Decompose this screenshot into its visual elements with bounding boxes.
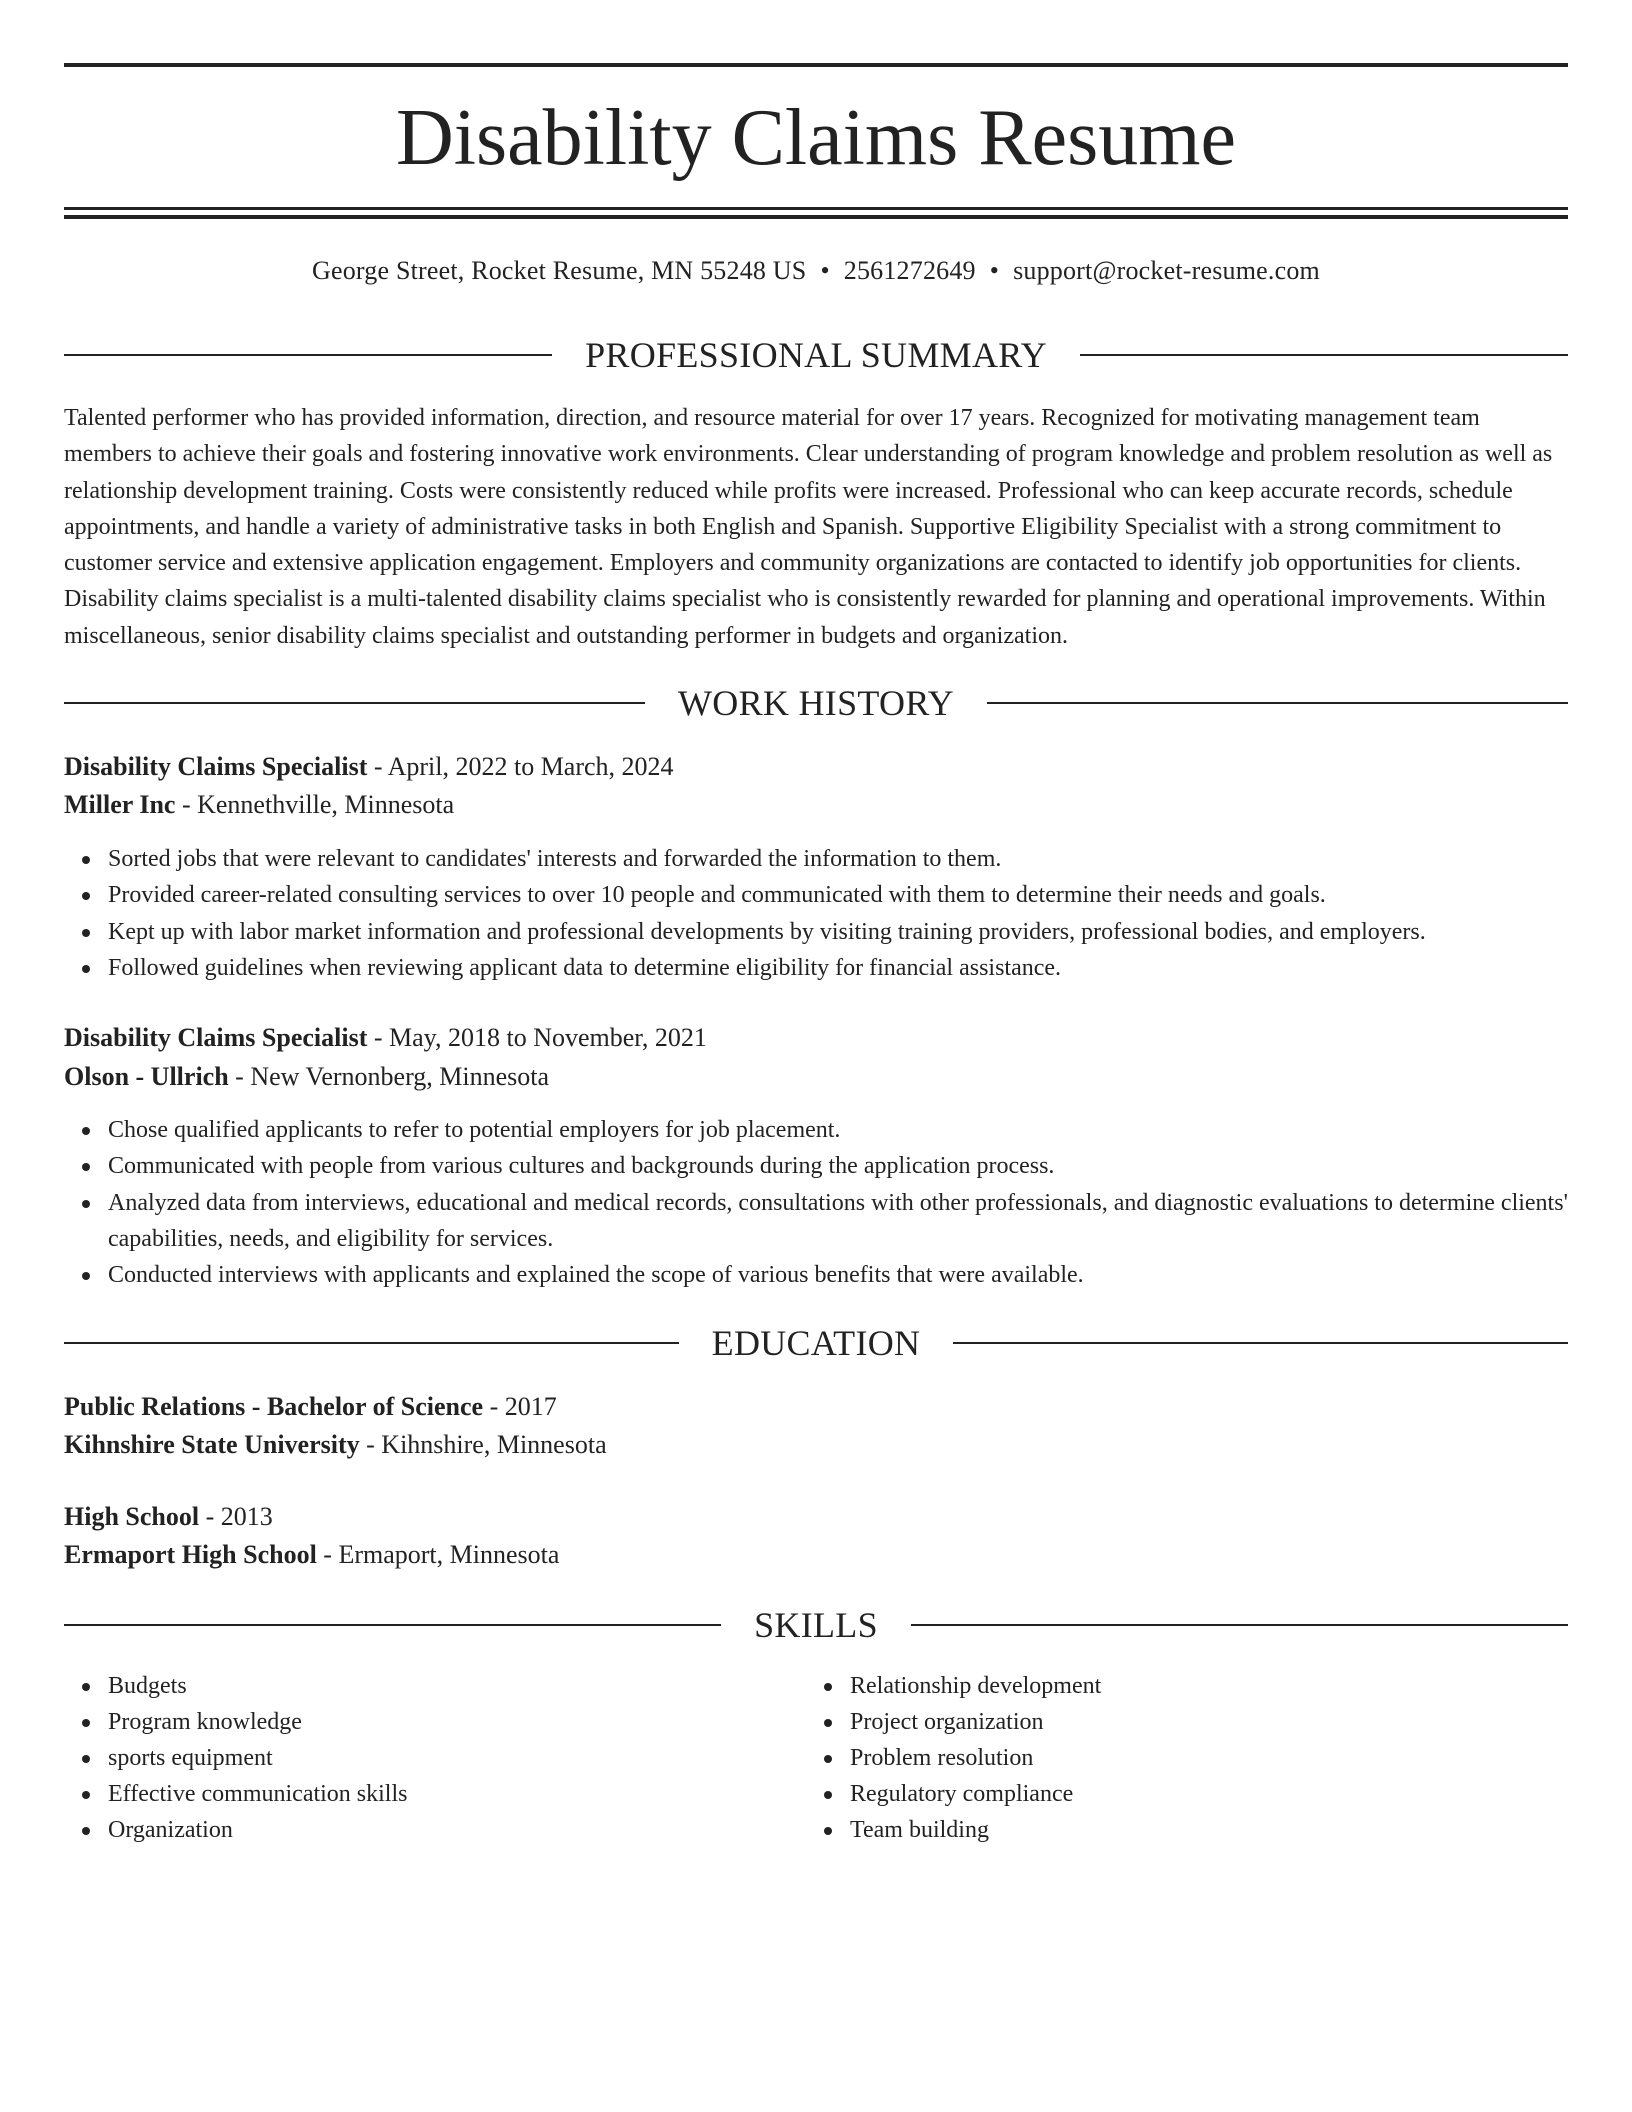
heading-rule — [1080, 354, 1568, 356]
skill-item: Effective communication skills — [108, 1776, 764, 1812]
job-title-line — [64, 1021, 1568, 1055]
section-heading-work — [64, 681, 1568, 725]
title-rule-upper — [64, 207, 1568, 210]
job-duties-list — [64, 841, 1568, 986]
skill-item: Team building — [850, 1812, 1506, 1848]
skill-item: Budgets — [108, 1668, 764, 1704]
job-location: - Kennethville, Minnesota — [175, 790, 455, 819]
heading-rule — [64, 354, 552, 356]
job-dates: - April, 2022 to March, 2024 — [367, 752, 674, 781]
list-item: Chose qualified applicants to refer to potential employers for job placement. — [108, 1112, 1568, 1148]
education-degree: Public Relations - Bachelor of Science — [64, 1392, 484, 1421]
education-degree: High School — [64, 1502, 200, 1531]
job-company: Miller Inc — [64, 790, 176, 819]
education-degree-line — [64, 1390, 1568, 1424]
section-title: EDUCATION — [711, 1323, 921, 1363]
job-location: - New Vernonberg, Minnesota — [228, 1062, 550, 1091]
contact-separator: • — [820, 256, 830, 285]
skills-list-left — [64, 1668, 764, 1848]
summary-text: Talented performer who has provided information, direction, and resource material for over 17 years. Recognized for motivating management team members to achieve their goals and fostering innovative work environments. Clear understanding of program knowledge and problem resolution as well as relationship development training. Costs were consistently reduced while profits were increased. Professional who can keep accurate records, schedule appointments, and handle a variety of administrative tasks in both English and Spanish. Supportive Eligibility Specialist with a strong commitment to customer service and extensive application engagement. Employers and community organizations are contacted to identify job opportunities for clients. Disability claims specialist is a multi-talented disability claims specialist who is consistently rewarded for planning and operational improvements. Within miscellaneous, senior disability claims specialist and outstanding performer in budgets and organization. — [64, 405, 1553, 649]
list-item: Conducted interviews with applicants and explained the scope of various benefits that were available. — [108, 1257, 1568, 1293]
skill-item: Organization — [108, 1812, 764, 1848]
top-rule — [64, 63, 1568, 67]
contact-separator: • — [989, 256, 1000, 285]
education-school: Kihnshire State University — [64, 1430, 360, 1459]
contact-phone: 2561272649 — [843, 256, 976, 285]
education-school-line — [64, 1538, 1568, 1572]
heading-rule — [64, 1624, 721, 1626]
list-item: Sorted jobs that were relevant to candidates' interests and forwarded the information to them. — [108, 841, 1568, 877]
skill-item: sports equipment — [108, 1740, 764, 1776]
heading-rule — [987, 702, 1568, 704]
heading-rule — [64, 1342, 679, 1344]
education-year: - 2013 — [199, 1502, 273, 1531]
skill-item: Program knowledge — [108, 1704, 764, 1740]
education-school-line — [64, 1428, 1568, 1462]
section-title: SKILLS — [754, 1605, 878, 1645]
list-item: Analyzed data from interviews, educational and medical records, consultations with other professionals, and diagnostic evaluations to determine clients' capabilities, needs, and eligibility for services. — [108, 1185, 1568, 1258]
section-heading-skills — [64, 1603, 1568, 1647]
education-location: - Ermaport, Minnesota — [316, 1540, 560, 1569]
job-company: Olson - Ullrich — [64, 1062, 229, 1091]
job-title: Disability Claims Specialist — [64, 752, 368, 781]
list-item: Kept up with labor market information and professional developments by visiting training providers, professional bodies, and employers. — [108, 914, 1568, 950]
skills-list-right — [806, 1668, 1506, 1848]
job-company-line — [64, 1060, 1568, 1094]
list-item: Provided career-related consulting services to over 10 people and communicated with them to determine their needs and goals. — [108, 877, 1568, 913]
section-title: WORK HISTORY — [678, 683, 954, 723]
section-heading-education — [64, 1321, 1568, 1365]
contact-email: support@rocket-resume.com — [1013, 256, 1320, 285]
title-rule-lower — [64, 215, 1568, 219]
list-item: Followed guidelines when reviewing applicant data to determine eligibility for financial assistance. — [108, 950, 1568, 986]
job-title: Disability Claims Specialist — [64, 1023, 368, 1052]
section-heading-summary — [64, 333, 1568, 377]
contact-line — [64, 254, 1568, 288]
heading-rule — [64, 702, 645, 704]
skill-item: Relationship development — [850, 1668, 1506, 1704]
heading-rule — [911, 1624, 1568, 1626]
contact-address: George Street, Rocket Resume, MN 55248 US — [312, 256, 807, 285]
skill-item: Project organization — [850, 1704, 1506, 1740]
resume-title: Disability Claims Resume — [396, 94, 1236, 182]
education-degree-line — [64, 1500, 1568, 1534]
education-year: - 2017 — [483, 1392, 557, 1421]
education-location: - Kihnshire, Minnesota — [359, 1430, 607, 1459]
heading-rule — [953, 1342, 1568, 1344]
job-title-line — [64, 750, 1568, 784]
job-duties-list — [64, 1112, 1568, 1293]
list-item: Communicated with people from various cultures and backgrounds during the application process. — [108, 1148, 1568, 1184]
job-dates: - May, 2018 to November, 2021 — [367, 1023, 707, 1052]
skill-item: Regulatory compliance — [850, 1776, 1506, 1812]
job-company-line — [64, 788, 1568, 822]
education-school: Ermaport High School — [64, 1540, 317, 1569]
section-title: PROFESSIONAL SUMMARY — [585, 335, 1047, 375]
skill-item: Problem resolution — [850, 1740, 1506, 1776]
